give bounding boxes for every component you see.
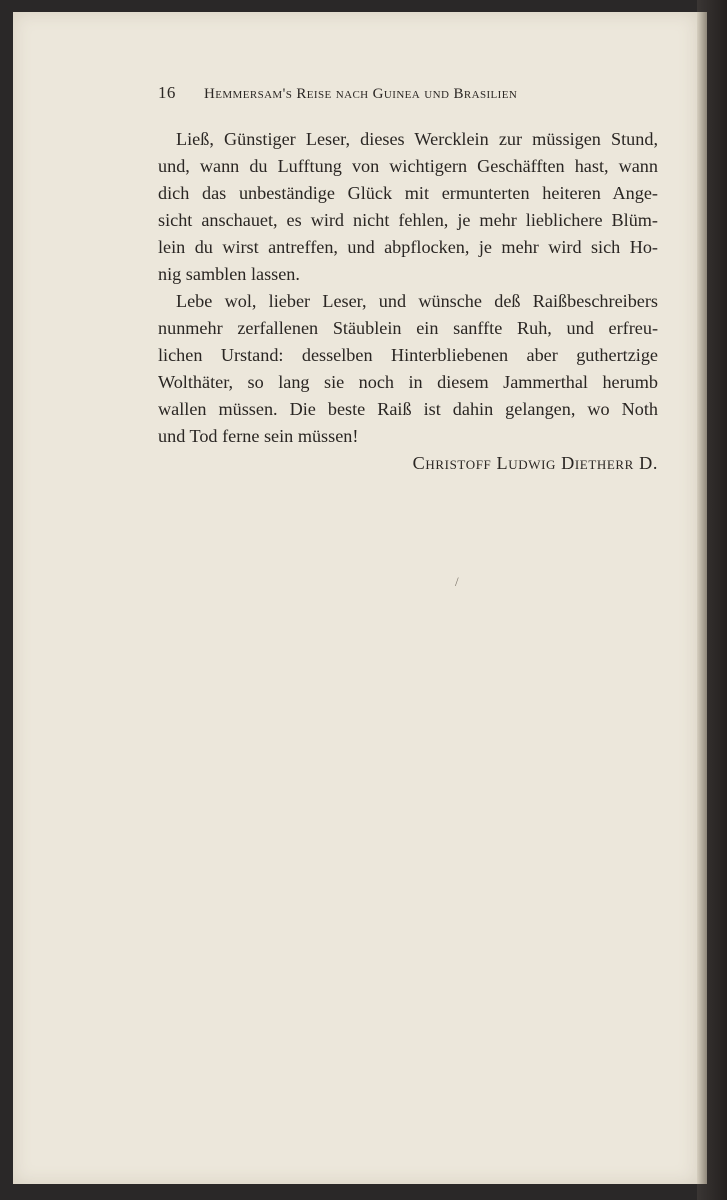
- page-number: 16: [158, 83, 176, 102]
- paragraph-2: [158, 288, 658, 450]
- text-line: Wolthäter, so lang sie noch in diesem Jammerthal herumb: [158, 372, 658, 392]
- text-line: lichen Urstand: desselben Hinterbliebenen aber guthertzige: [158, 345, 658, 365]
- running-head: [158, 83, 678, 107]
- text-line: sicht anschauet, es wird nicht fehlen, je mehr lieblichere Blüm-: [158, 210, 658, 230]
- text-line: Ließ, Günstiger Leser, dieses Wercklein zur müssigen Stund,: [176, 129, 658, 149]
- text-line: und Tod ferne sein müssen!: [158, 426, 359, 446]
- text-line: nig samblen lassen.: [158, 264, 300, 284]
- text-line: wallen müssen. Die beste Raiß ist dahin gelangen, wo Noth: [158, 399, 658, 419]
- main-text: [158, 126, 658, 477]
- signature: Christoff Ludwig Dietherr D.: [412, 453, 658, 473]
- paragraph-1: [158, 126, 658, 288]
- text-line: dich das unbeständige Glück mit ermunterten heiteren Ange-: [158, 183, 658, 203]
- text-line: Lebe wol, lieber Leser, und wünsche deß Raißbeschreibers: [176, 291, 658, 311]
- text-line: lein du wirst antreffen, und abpflocken, je mehr wird sich Ho-: [158, 237, 658, 257]
- text-line: nunmehr zerfallenen Stäublein ein sanffte Ruh, und erfreu-: [158, 318, 658, 338]
- stray-pencil-mark: /: [455, 574, 459, 589]
- text-line: und, wann du Lufftung von wichtigern Geschäfften hast, wann: [158, 156, 658, 176]
- page-edge-shadow: [697, 12, 707, 1184]
- running-title: Hemmersam's Reise nach Guinea und Brasilien: [204, 86, 518, 102]
